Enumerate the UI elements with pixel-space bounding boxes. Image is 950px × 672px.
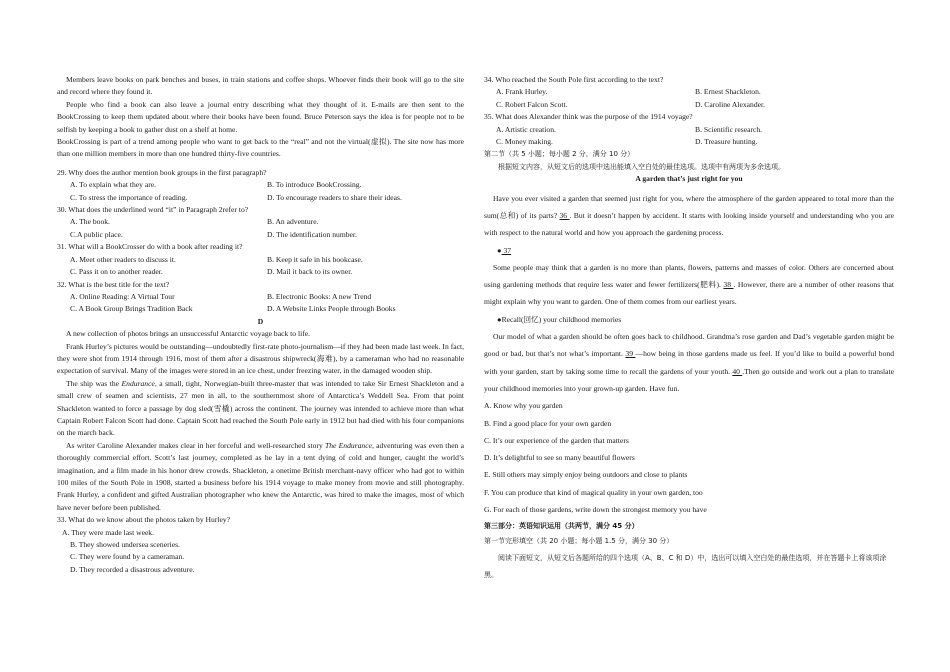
option[interactable]: D. To encourage readers to share their ideas. [267,192,402,202]
blank-37[interactable]: 37 [501,245,512,255]
right-column [484,74,894,584]
option[interactable]: A. Know why you garden [484,401,563,411]
passage-d-paragraph: Frank Hurley’s pictures would be outstanding—undoubtedly first-rate photo-journalism—if they had been made last week. In fact, they were shot from 1914 through 1916, most of them after a disastrous shipwreck(海难), by a cameraman who had no reasonable expectation of survival. Many of the images were stored in an ice chest, under freezing water, in the damaged wooden ship. [57,341,464,376]
bullet-icon: ● [497,245,502,255]
option[interactable]: B. They showed undersea sceneries. [70,540,180,550]
option[interactable]: C. To stress the importance of reading. [70,192,188,202]
passage-paragraph: Our model of what a garden should be often goes back to childhood. Grandma’s rose garden and Dad’s vegetable garden might be good or bad, but that’s not what’s important. 39 —how being in those gardens made us feel. If you’d like to build a powerful bond with your garden, start by taking some time to recall the gardens of your youth. 40 .Then go outside and work out a plan to translate your childhood memories into your grown-up garden. Have fun. [484,332,894,393]
option[interactable]: C.A public place. [70,229,123,239]
option[interactable]: A. Frank Hurley. [496,87,548,97]
section-2-instructions: 根据短文内容，从短文后的选项中选出能填入空白处的最佳选项。选项中有两项为多余选项。 [498,162,785,171]
left-column [57,74,464,576]
question-34-options [484,86,894,111]
option[interactable]: G. For each of those gardens, write down the strongest memory you have [484,505,707,514]
blank-36[interactable]: 36 [559,210,570,220]
passage-paragraph: Some people may think that a garden is no more than plants, flowers, patterns and masses of color. Others are concerned about using gardening methods that require less water and fewer fertilizers(肥料). 38 . However, there are a number of other reasons that might explain why you want to garden. One of them comes from our earliest years. [484,262,895,307]
option[interactable]: A. The book. [70,217,110,227]
question-33: 33. What do we know about the photos taken by Hurley? [57,515,231,525]
option[interactable]: A. Artistic creation. [496,124,556,134]
option[interactable]: B. Electronic Books: A new Trend [267,291,372,301]
passage-c-paragraph: Members leave books on park benches and buses, in train stations and coffee shops. Whoever finds their book will go to the site and record where they found it. [57,75,464,97]
option[interactable]: D. Caroline Alexander. [695,99,766,109]
passage-d-paragraph: As writer Caroline Alexander makes clear in her forceful and well-researched story The Endurance, adventuring was even then a thoroughly commercial effort. Scott’s last journey, completed as he lay in a tent dying of cold and hunger, caught the world’s imagination, and a film made in his honor drew crowds. Shackleton, a onetime British merchant-navy officer who had got to within 100 miles of the South Pole in 1908, started a business before his 1914 voyage to make money from movie and still photography. Frank Hurley, a confident and gifted Australian photographer who knew the Antarctic, was hired to make the images, most of which have never before been published. [57,440,465,512]
option[interactable]: C. Robert Falcon Scott. [496,99,568,109]
option[interactable]: A. Online Reading: A Virtual Tour [70,291,175,301]
option[interactable]: E. Still others may simply enjoy being outdoors and close to plants [484,470,688,480]
question-29-options [57,179,464,204]
passage-d-paragraph: A new collection of photos brings an unsuccessful Antarctic voyage back to life. [66,329,310,339]
passage-title: A garden that’s just right for you [635,174,743,184]
part-3-section-1: 第一节完形填空（共 20 小题；每小题 1.5 分，满分 30 分） [484,536,674,545]
option[interactable]: D. A Website Links People through Books [267,304,396,314]
passage-c-paragraph: People who find a book can also leave a journal entry describing what they thought of it. E-mails are then sent to the BookCrossing to keep them updated about where their books have been found. Bruce Peterson says the idea is for people not to be selfish by keeping a book to gather dust on a shelf at home. [57,99,464,134]
blank-38[interactable]: 38 [723,280,734,290]
section-2-header: 第二节（共 5 小题；每小题 2 分，满分 10 分） [484,150,635,159]
option[interactable]: D. The identification number. [267,229,357,239]
option[interactable]: D. Mail it back to its owner. [267,267,353,277]
option[interactable]: B. Keep it safe in his bookcase. [267,254,363,264]
question-31: 31. What will a BookCrosser do with a book after reading it? [57,242,243,252]
question-30-options [57,216,464,241]
option[interactable]: D. Treasure hunting. [695,137,758,147]
question-29: 29. Why does the author mention book groups in the first paragraph? [57,167,267,177]
question-30: 30. What does the underlined word “it” in Paragraph 2refer to? [57,205,249,215]
option[interactable]: C. It’s our experience of the garden that matters [484,435,629,445]
option[interactable]: A. Meet other readers to discuss it. [70,254,176,264]
option[interactable]: B. Find a good place for your own garden [484,418,612,428]
option[interactable]: C. A Book Group Brings Tradition Back [70,304,193,314]
option[interactable]: C. They were found by a cameraman. [70,552,185,562]
passage-d-paragraph: The ship was the Endurance, a small, tight, Norwegian-built three-master that was intended to take Sir Ernest Shackleton and a small crew of seamen and scientists, 27 men in all, to the southernmost shore of Antarctica’s Weddell Sea. From that point Shackleton wanted to force a passage by dog sled(雪橇) across the continent. The journey was intended to achieve more than what Captain Robert Falcon Scott had done. Captain Scott had reached the South Pole early in 1912 but had died with his four companions on the march back. [57,378,464,438]
question-34: 34. Who reached the South Pole first according to the text? [484,75,664,84]
option[interactable]: A. They were made last week. [62,527,155,537]
heading-37 [484,242,894,259]
blank-39[interactable]: 39 [625,349,636,359]
question-32-options [57,291,464,316]
question-31-options [57,254,464,279]
option[interactable]: D. They recorded a disastrous adventure. [70,564,195,574]
section-d-label: D [257,316,264,326]
passage-paragraph: Have you ever visited a garden that seemed just right for you, where the atmosphere of the garden appeared to total more than the sum(总和) of its parts? 36 . But it doesn’t happen by accident. It starts with looking inside yourself and understanding who you are with respect to the natural world and how you approach the gardening process. [484,193,895,238]
option[interactable]: B. To introduce BookCrossing. [267,180,362,190]
option[interactable]: C. Money making. [496,137,553,147]
heading-recall: ●Recall(回忆) your childhood memories [497,314,622,324]
option[interactable]: F. You can produce that kind of magical quality in your own garden, too [484,487,703,497]
question-35: 35. What does Alexander think was the purpose of the 1914 voyage? [484,112,693,122]
option[interactable]: C. Pass it on to another reader. [70,267,163,277]
option[interactable]: B. An adventure. [267,217,319,227]
question-32: 32. What is the best title for the text? [57,279,170,289]
option[interactable]: D. It’s delightful to see so many beautiful flowers [484,453,635,463]
question-35-options [484,124,894,149]
option[interactable]: A. To explain what they are. [70,180,156,190]
option[interactable]: B. Ernest Shackleton. [695,87,761,97]
blank-40[interactable]: 40 [732,366,743,376]
garden-passage [484,190,894,519]
part-3-instructions: 阅读下面短文，从短文后各题所给的四个选项（A、B、C 和 D）中，选出可以填入空白处的最佳选项，并在答题卡上将该项涂黑。 [484,554,887,580]
passage-c-paragraph: BookCrossing is part of a trend among people who want to get back to the “real” and not the virtual(虚拟). The site now has more than one million members in more than one hundred thirty-five countries. [57,137,464,159]
option[interactable]: B. Scientific research. [695,124,763,134]
part-3-header: 第三部分：英语知识运用（共两节，满分 45 分） [484,522,639,531]
